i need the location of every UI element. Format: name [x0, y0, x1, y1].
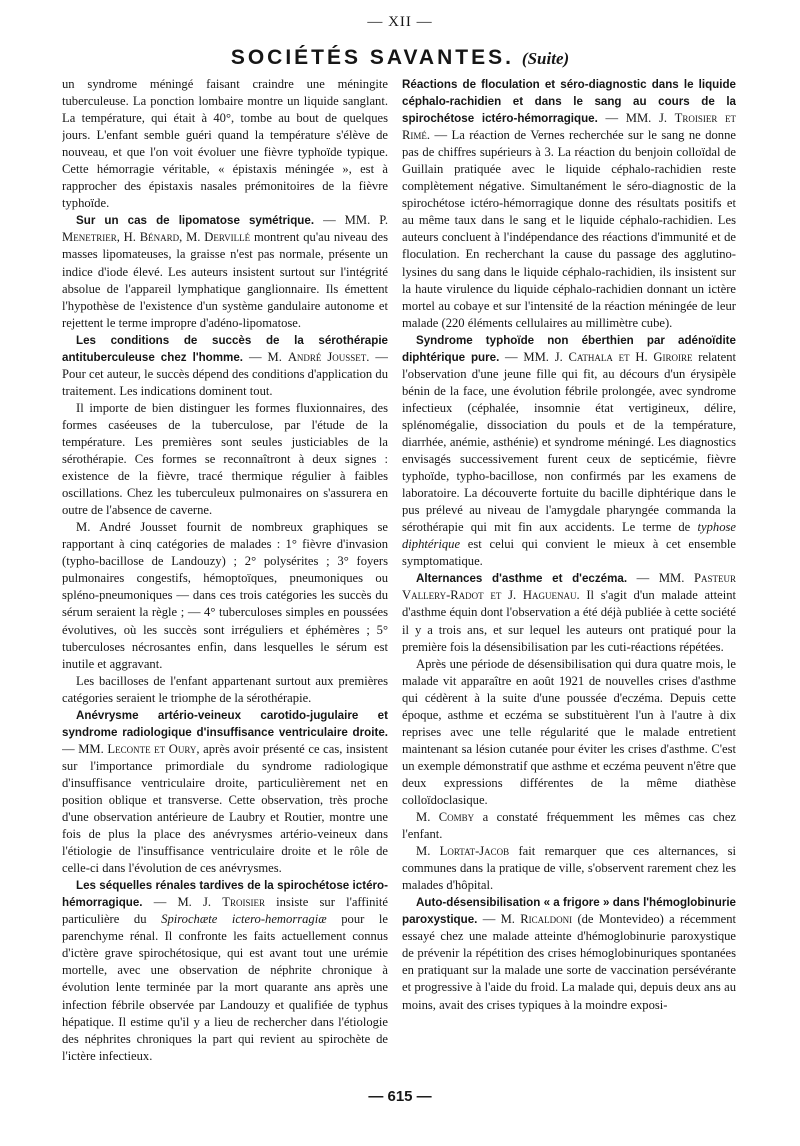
page-number-top: — XII —: [367, 14, 433, 30]
article-text: est celui qui convient le mieux à cet ensemble symptomatique.: [402, 537, 736, 569]
article-title: Réactions de floculation et séro-diagnostic dans le liquide céphalo-rachidien et dans le sang au cours de la spirochétose ictéro-hémorragique.: [402, 78, 736, 126]
article-title: Auto-désensibilisation « a frigore » dans l'hémoglobinurie paroxystique.: [402, 896, 736, 927]
article-authors: Leconte et Oury: [107, 741, 197, 756]
article-authors: Ricaldoni: [520, 912, 573, 927]
article-title: Sur un cas de lipomatose symétrique.: [76, 214, 315, 228]
article-auto-desensibilisation: Auto-désensibilisation « a frigore » dans l'hémoglobinurie paroxystique. — M. Ricaldoni (de Montevideo) a récemment essayé chez une malade atteinte d'hémoglobinurie paroxystique de prévenir la répétition des crises hémoglobinuriques spontanées en pratiquant sur la malade une sorte de vaccination persévérante et progressive à l'aide du froid. La malade qui, depuis deux ans au moins, avait des crises typiques à la moindre exposi-: [402, 896, 736, 1012]
article-asthme-eczema: Alternances d'asthme et d'eczéma. — MM. Pasteur Vallery-Radot et J. Haguenau. Il s'agit d'un malade atteint d'asthme équin dont l'observation a été déjà publiée à cette société il y a trois ans, et sur lequel les auteurs ont pratiqué pour la première fois la désensibilisation par les cuti-réactions répétées.: [402, 571, 736, 654]
italic-term: typhose diphtérique: [402, 520, 736, 552]
paragraph: M. Comby a constaté fréquemment les mêmes cas chez l'enfant.: [402, 810, 736, 842]
article-text: , après avoir présenté ce cas, insistent sur l'importance primordiale du syndrome radiologique d'insuffisance ventriculaire droite, particulièrement net en position oblique et transverse. Cette observation, très proche d'une observation antérieure de Laubry et Routier, montre une fois de plus la place des anévrysmes artério-veineux dans l'étiologie de l'insuffisance ventriculaire droite et le rôle de celle-ci dans l'évolution de ces anévrysmes.: [62, 741, 388, 876]
paragraph: Il importe de bien distinguer les formes fluxionnaires, des formes caséeuses de la tuberculose, par l'étude de la température. Les premières sont seules justiciables de la sérothérapie. Ces formes se reconnaîtront à deux signes : existence de la fièvre, tracé thermique régulier à faibles oscillations. Chez les tuberculeux pulmonaires on s'assurera en outre de l'absence de caverne.: [62, 400, 388, 518]
article-text: — Pour cet auteur, le succès dépend des conditions d'application du traitement. Les indications dominent tout.: [62, 349, 388, 398]
author-name: Lortat-Jacob: [439, 844, 510, 859]
paragraph: M. André Jousset fournit de nombreux graphiques se rapportant à cinq catégories de malades : 1° fièvre d'invasion (typho-bacillose de Landouzy) ; 2° polysérites ; 3° foyers pulmonaires congestifs, hémoptoïques, pneumoniques ou spléno-pneumoniques — dans ces trois catégories les succès du sérum seraient la règle ; — 4° tuberculoses simples en poussées évolutives, où les succès sont irréguliers et éphémères ; 5° tuberculoses nécrosantes enfin, dans lesquelles le sérum est inutile et aggravant.: [62, 520, 388, 671]
section-title-suite: (Suite): [521, 49, 570, 68]
article-title: Les conditions de succès de la sérothérapie antituberculeuse chez l'homme.: [62, 333, 388, 364]
article-text: pour le parenchyme rénal. Il confronte les faits actuellement connus d'ictère grave spirochétosique, qui est avant tout une urémie mortelle, avec une observation de néphrite chronique à évolution lente terminée par la mort quarante ans après une infection fébrile observée par Landouzy et qualifiée de typhus hépatique. Il estime qu'il y a lieu de rechercher dans l'étiologie des néphrites chroniques la part qui revient au spirochète de l'ictère infectieux.: [62, 912, 388, 1063]
right-column: [402, 76, 736, 1088]
paragraph: M. Lortat-Jacob fait remarquer que ces alternances, si communes dans la pratique de ville, s'observent rarement chez les malades d'hôpital.: [402, 844, 736, 893]
article-text: (de Montevideo) a récemment essayé chez une malade atteinte d'hémoglobinurie paroxystique de prévenir la répétition des crises hémoglobinuriques spontanées en pratiquant sur la malade une sorte de vaccination persévérante et progressive à l'aide du froid. La malade qui, depuis deux ans au moins, avait des crises typiques à la moindre exposi-: [402, 912, 736, 1012]
species-name: Spirochæte ictero-hemorragiæ: [161, 912, 327, 927]
article-text: montrent qu'au niveau des masses lipomateuses, la graisse n'est pas normale, présente un indice d'iode élevé. Les auteurs insistent surtout sur l'intégrité absolue de l'appareil lymphatique ganglionnaire. Ils émettent l'hypothèse de l'existence d'un système gandulaire autonome et rejettent le terme impropre d'adéno-lipomatose.: [62, 230, 388, 330]
article-authors: André Jousset.: [287, 349, 370, 364]
paragraph: Après une période de désensibilisation qui dura quatre mois, le malade vit apparaître en août 1921 de nouvelles crises d'asthme qui cédèrent à la suite d'une poussée d'eczéma. Depuis cette époque, asthme et eczéma se substituèrent l'un à l'autre à dix reprises avec une telle régularité que le malade entretient maintenant sa lésion cutanée pour éviter les crises d'asthme. C'est un exemple démonstratif que asthme et eczéma peuvent n'être que deux expressions différentes de la même diathèse colloïdoclasique.: [402, 656, 736, 807]
section-title: SOCIÉTÉS SAVANTES.: [230, 46, 514, 69]
article-authors: Troisier et Rimé.: [402, 111, 736, 143]
article-title: Anévrysme artério-veineux carotido-jugulaire et syndrome radiologique d'insuffisance ventriculaire droite.: [62, 708, 388, 739]
article-title: Alternances d'asthme et d'eczéma.: [416, 572, 628, 586]
article-floculation: Réactions de floculation et séro-diagnostic dans le liquide céphalo-rachidien et dans le sang au cours de la spirochétose ictéro-hémorragique. — MM. J. Troisier et Rimé. — La réaction de Vernes recherchée sur le sang ne donne pas de chiffres supérieurs à 3. La réaction du benjoin colloïdal de Guillain pratiquée avec le liquide céphalo-rachidien reste complètement négative. Simultanément le séro-diagnostic de la spirochétose ictéro-hémorragique donne des résultats positifs et au même taux dans le sang et le liquide céphalo-rachidien. Les auteurs concluent à l'indépendance des réactions d'immunité et de floculation. En recherchant la cause du passage des agglutino-lysines du sang dans le liquide céphalo-rachidien, ils insistent sur la haute virulence du liquide céphalo-rachidien donnant un ictère mortel au cobaye et sur l'intensité de la réaction méningée de leur malade (220 éléments cellulaires au millimètre cube).: [402, 78, 736, 330]
article-anevrysme: Anévrysme artério-veineux carotido-jugulaire et syndrome radiologique d'insuffisance ventriculaire droite. — MM. Leconte et Oury, après avoir présenté ce cas, insistent sur l'importance primordiale du syndrome radiologique d'insuffisance ventriculaire droite, particulièrement net en position oblique et transverse. Cette observation, très proche d'une observation antérieure de Laubry et Routier, montre une fois de plus la place des anévrysmes artério-veineux dans l'étiologie de l'insuffisance ventriculaire droite et le rôle de celle-ci dans l'évolution de ces anévrysmes.: [62, 708, 388, 876]
page-header: [0, 46, 800, 70]
article-authors: P. Menetrier, H. Bénard, M. Dervillé: [62, 213, 388, 245]
article-text: — La réaction de Vernes recherchée sur le sang ne donne pas de chiffres supérieurs à 3. La réaction du benjoin colloïdal de Guillain pratiquée avec le liquide céphalo-rachidien reste complètement négative. Simultanément le séro-diagnostic de la spirochétose ictéro-hémorragique donne des résultats positifs et au même taux dans le sang et le liquide céphalo-rachidien. Les auteurs concluent à l'indépendance des réactions d'immunité et de floculation. En recherchant la cause du passage des agglutino-lysines du sang dans le liquide céphalo-rachidien, ils insistent sur la haute virulence du liquide céphalo-rachidien donnant un ictère mortel au cobaye et sur l'intensité de la réaction méningée de leur malade (220 éléments cellulaires au millimètre cube).: [402, 128, 736, 330]
author-name: Comby: [438, 810, 475, 825]
article-serotherapie: Les conditions de succès de la sérothérapie antituberculeuse chez l'homme. — M. André Jousset. — Pour cet auteur, le succès dépend des conditions d'application du traitement. Les indications dominent tout.: [62, 333, 388, 398]
article-lipomatose: Sur un cas de lipomatose symétrique. — MM. P. Menetrier, H. Bénard, M. Dervillé montrent qu'au niveau des masses lipomateuses, la graisse n'est pas normale, présente un indice d'iode élevé. Les auteurs insistent surtout sur l'intégrité absolue de l'appareil lymphatique ganglionnaire. Ils émettent l'hypothèse de l'existence d'un système gandulaire autonome et rejettent le terme impropre d'adéno-lipomatose.: [62, 213, 388, 330]
article-sequelles-renales: Les séquelles rénales tardives de la spirochétose ictéro-hémorragique. — M. J. Troisier insiste sur l'affinité particulière du Spirochæte ictero-hemorragiæ pour le parenchyme rénal. Il confronte les faits actuellement connus d'ictère grave spirochétosique, qui est avant tout une urémie mortelle, avec une observation de néphrite chronique à évolution lente terminée par la mort quarante ans après une infection fébrile observée par Landouzy et qualifiée de typhus hépatique. Il estime qu'il y a lieu de rechercher dans l'étiologie des néphrites chroniques la part qui revient au spirochète de l'ictère infectieux.: [62, 879, 388, 1063]
paragraph: Les bacilloses de l'enfant appartenant surtout aux premières catégories seraient le triomphe de la sérothérapie.: [62, 673, 388, 705]
page-number-bottom: — 615 —: [368, 1088, 432, 1105]
article-authors: Troisier: [222, 895, 265, 910]
left-column: [62, 76, 388, 1088]
article-title: Les séquelles rénales tardives de la spirochétose ictéro-hémorragique.: [62, 879, 388, 910]
article-authors: Cathala et H. Giroire: [568, 349, 693, 364]
article-text: Il s'agit d'un malade atteint d'asthme équin dont l'observation a été déjà publiée à cette société il y a trois ans, et sur lequel les auteurs ont pratiqué pour la première fois la désensibilisation par les cuti-réactions répétées.: [402, 588, 736, 654]
article-title: Syndrome typhoïde non éberthien par adénoïdite diphtérique pure.: [402, 333, 736, 364]
paragraph-continued: un syndrome méningé faisant craindre une méningite tuberculeuse. La ponction lombaire montre un liquide sanglant. La température, qui était à 40°, tombe au bout de quelques jours. L'enfant semble guéri quand la température s'élève de nouveau, et que l'on voit évoluer une fièvre typhoïde typique. Cette hémorragie véritable, « épistaxis méningée », est à rapprocher des épistaxis nasales prémonitoires de la fièvre typhoïde.: [62, 77, 388, 211]
article-syndrome-typhoide: Syndrome typhoïde non éberthien par adénoïdite diphtérique pure. — MM. J. Cathala et H. Giroire relatent l'observation d'une jeune fille qui fit, au décours d'un érysipèle bénin de la face, une évolution fébrile prolongée, avec syndrome infectieux (céphalée, insomnie état vertigineux, délire, splénomégalie, dissociation du pouls et de la température, diarrhée, anémie, asthénie) et syndrome méningé. Les diagnostics envisagés successivement furent ceux de septicémie, fièvre typhoïde, typho-bacillose, non confirmés par les examens de laboratoire. La découverte fortuite du bacille diphtérique dans le pus prélevé au niveau de l'amygdale pharyngée commanda la sérothérapie qui mit fin aux accidents. Le terme de typhose diphtérique est celui qui convient le mieux à cet ensemble symptomatique.: [402, 333, 736, 569]
article-authors: Pasteur Vallery-Radot et J. Haguenau.: [402, 571, 736, 603]
